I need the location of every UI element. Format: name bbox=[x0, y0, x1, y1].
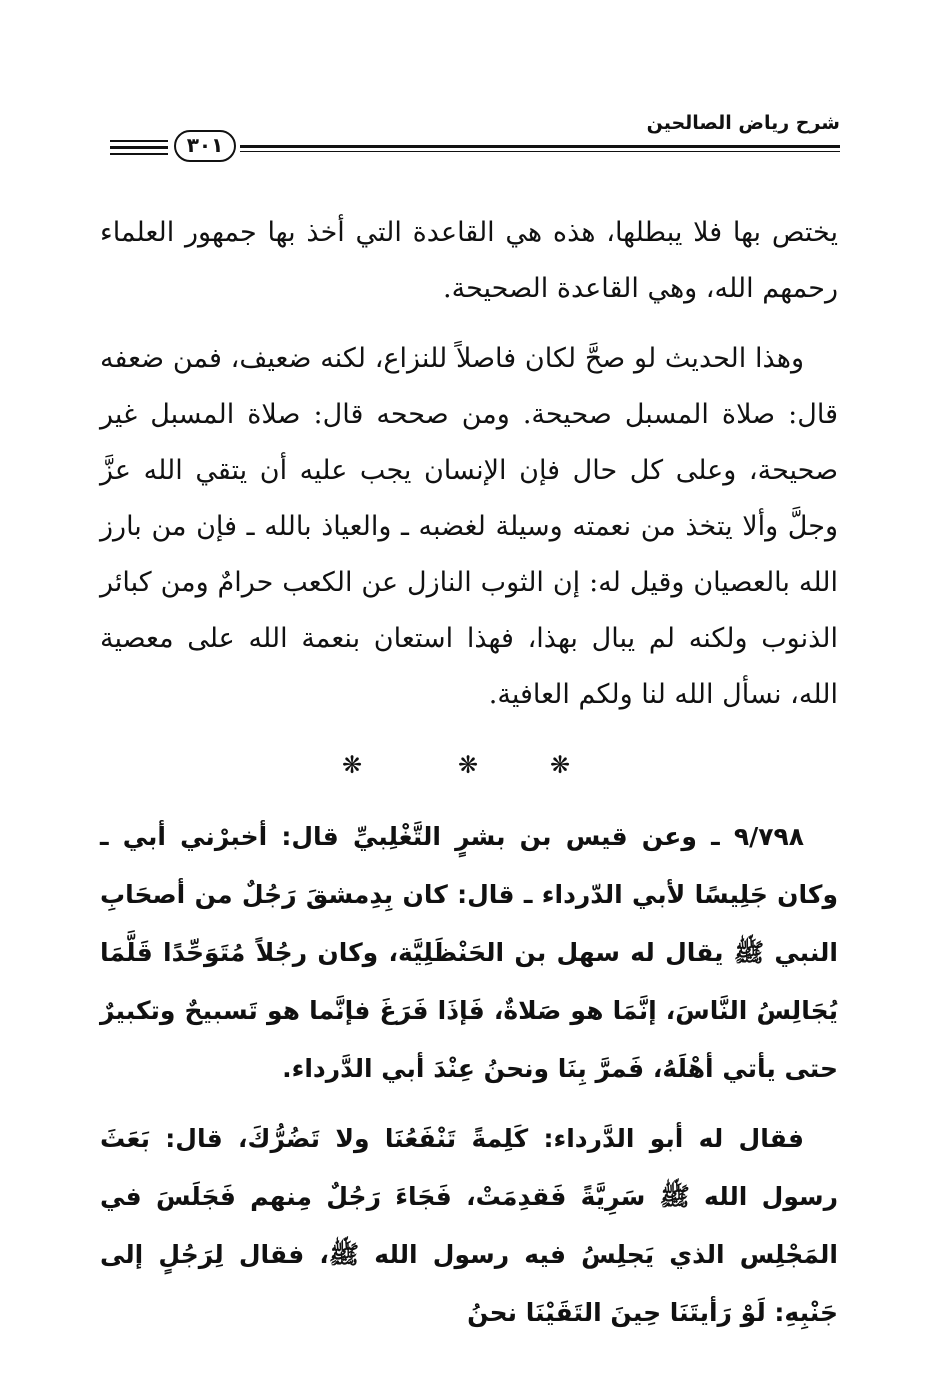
header-short-rule-top bbox=[110, 140, 168, 142]
commentary-paragraph: يختص بها فلا يبطلها، هذه هي القاعدة التي أخذ بها جمهور العلماء رحمهم الله، وهي القاعدة الصحيحة. bbox=[100, 217, 838, 304]
header-rule bbox=[240, 145, 840, 148]
page-number: ٣٠١ bbox=[174, 130, 236, 162]
running-title: شرح رياض الصالحين bbox=[646, 112, 840, 134]
separator-star-icon: ❋ bbox=[458, 751, 479, 779]
separator-star-icon: ❋ bbox=[342, 751, 363, 779]
commentary-paragraph: وهذا الحديث لو صحَّ لكان فاصلاً للنزاع، لكنه ضعيف، فمن ضعفه قال: صلاة المسبل صحيحة. ومن صححه قال: صلاة المسبل غير صحيحة، وعلى كل حال فإن الإنسان يجب عليه أن يتقي الله عزَّ وجلَّ وألا يتخذ من نعمته وسيلة لغضبه ـ والعياذ بالله ـ فإن من بارز الله بالعصيان وقيل له: إن الثوب النازل عن الكعب حرامٌ ومن كبائر الذنوب ولكنه لم يبال بهذا، فهذا استعان بنعمة الله على معصية الله، نسأل الله لنا ولكم العافية. bbox=[100, 343, 838, 710]
header-short-rule-middle bbox=[110, 146, 168, 149]
page-header bbox=[100, 108, 840, 158]
header-short-rule-bottom bbox=[110, 153, 168, 155]
header-rule-thin bbox=[240, 151, 840, 152]
section-separator bbox=[340, 745, 600, 785]
hadith-paragraph: ٩/٧٩٨ ـ وعن قيس بن بشرٍ التَّغْلِبيِّ قال: أخبرْني أبي ـ وكان جَلِيسًا لأبي الدّرداء ـ قال: كان بِدِمشقَ رَجُلٌ من أصحَابِ النبي ﷺ يقال له سهل بن الحَنْظَلِيَّة، وكان رجُلاً مُتَوَحِّدًا قَلَّمَا يُجَالِسُ النَّاسَ، إنَّمَا هو صَلاةٌ، فَإذَا فَرَغَ فإنَّما هو تَسبيحٌ وتكبيرٌ حتى يأتي أهْلَهُ، فَمرَّ بِنَا ونحنُ عِنْدَ أبي الدَّرداء. bbox=[100, 822, 838, 1083]
hadith-paragraph: فقال له أبو الدَّرداء: كَلِمةً تَنْفَعُنَا ولا تَضُرُّكَ، قال: بَعَثَ رسول الله ﷺ سَرِيَّةً فَقدِمَتْ، فَجَاءَ رَجُلٌ مِنهم فَجَلَسَ في المَجْلِس الذي يَجلِسُ فيه رسول الله ﷺ، فقال لِرَجُلٍ إلى جَنْبِهِ: لَوْ رَأيتَنَا حِينَ التَقَيْنَا نحنُ bbox=[100, 1124, 838, 1327]
separator-star-icon: ❋ bbox=[550, 751, 571, 779]
hadith-section bbox=[100, 808, 838, 1342]
commentary-section bbox=[100, 205, 838, 723]
